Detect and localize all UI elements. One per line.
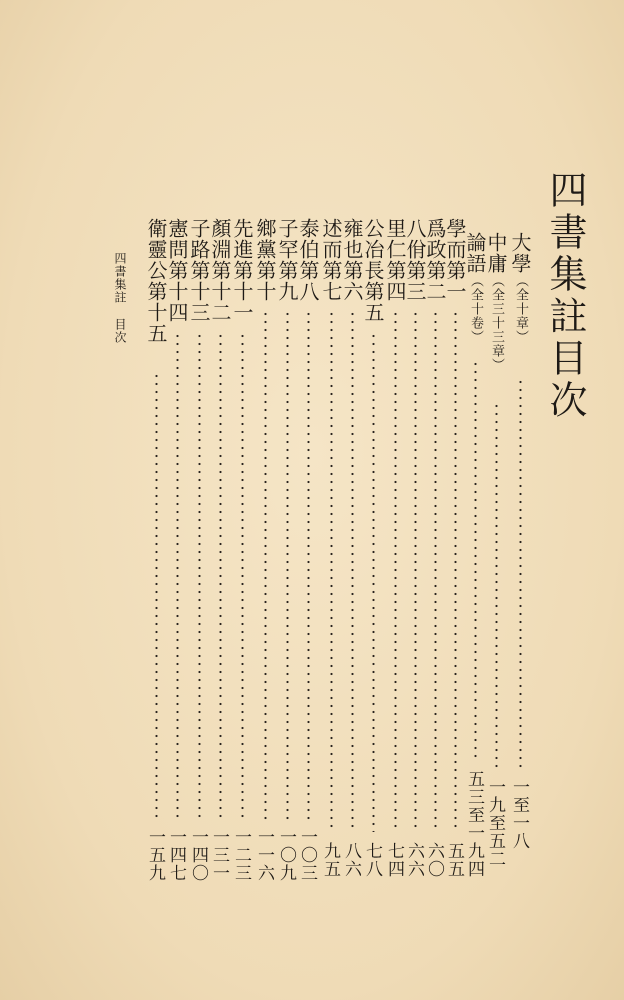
leader-dots	[372, 332, 375, 832]
footer-book-title: 四書集註	[113, 252, 127, 304]
entry-page: 六六	[404, 842, 424, 878]
entry-title: 學而第一	[443, 218, 467, 302]
leader-dots	[414, 310, 417, 832]
entry-title: 爲政第二	[423, 218, 447, 302]
entry-page: 九五	[320, 842, 340, 878]
entry-title: 泰伯第八	[296, 218, 320, 302]
leader-dots	[155, 372, 158, 822]
entry-title: 公冶長第五	[361, 218, 385, 323]
entry-page: 一〇九	[276, 828, 296, 882]
entry-page: 一一六	[254, 828, 274, 882]
entry-title: 先進第十一	[230, 218, 254, 323]
entry-page: 一四〇	[188, 828, 208, 882]
entry-page: 一二三	[231, 828, 251, 882]
entry-title: 衛靈公第十五	[144, 218, 168, 344]
entry-title: 鄉黨第十	[253, 218, 277, 302]
leader-dots	[495, 402, 498, 770]
entry-page: 一四七	[166, 828, 186, 882]
leader-dots	[241, 332, 244, 822]
leader-dots	[394, 310, 397, 832]
entry-page: 七八	[362, 842, 382, 878]
entry-page: 一三一	[209, 828, 229, 882]
entry-page: 一九至五二	[485, 778, 505, 868]
entry-page: 一五九	[145, 828, 165, 882]
entry-title: 子路第十三	[187, 218, 211, 323]
entry-title: 大學（全十章）	[508, 232, 532, 344]
leader-dots	[330, 310, 333, 832]
entry-title: 論語（全十卷）	[463, 232, 487, 344]
entry-page: 六〇	[424, 842, 444, 878]
entry-title: 中庸（全三十三章）	[484, 232, 508, 372]
leader-dots	[307, 310, 310, 822]
entry-page: 五五	[444, 842, 464, 878]
entry-title: 八佾第三	[403, 218, 427, 302]
entry-page: 五三至一九四	[464, 770, 484, 878]
leader-dots	[434, 310, 437, 832]
leader-dots	[264, 310, 267, 822]
entry-title: 憲問第十四	[165, 218, 189, 323]
entry-title: 雍也第六	[340, 218, 364, 302]
entry-title: 里仁第四	[383, 218, 407, 302]
footer-section: 目次	[113, 318, 127, 344]
leader-dots	[176, 332, 179, 822]
leader-dots	[219, 332, 222, 822]
leader-dots	[351, 310, 354, 832]
leader-dots	[286, 310, 289, 822]
entry-title: 子罕第九	[275, 218, 299, 302]
leader-dots	[519, 378, 522, 770]
page-title: 四書集註目次	[543, 170, 587, 422]
entry-title: 顏淵第十二	[208, 218, 232, 323]
entry-page: 一〇三	[297, 828, 317, 882]
entry-title: 述而第七	[319, 218, 343, 302]
leader-dots	[474, 360, 477, 760]
entry-page: 八六	[341, 842, 361, 878]
entry-page: 一至一八	[509, 778, 529, 850]
running-footer	[114, 252, 126, 344]
leader-dots	[454, 310, 457, 832]
leader-dots	[198, 332, 201, 822]
entry-page: 七四	[384, 842, 404, 878]
